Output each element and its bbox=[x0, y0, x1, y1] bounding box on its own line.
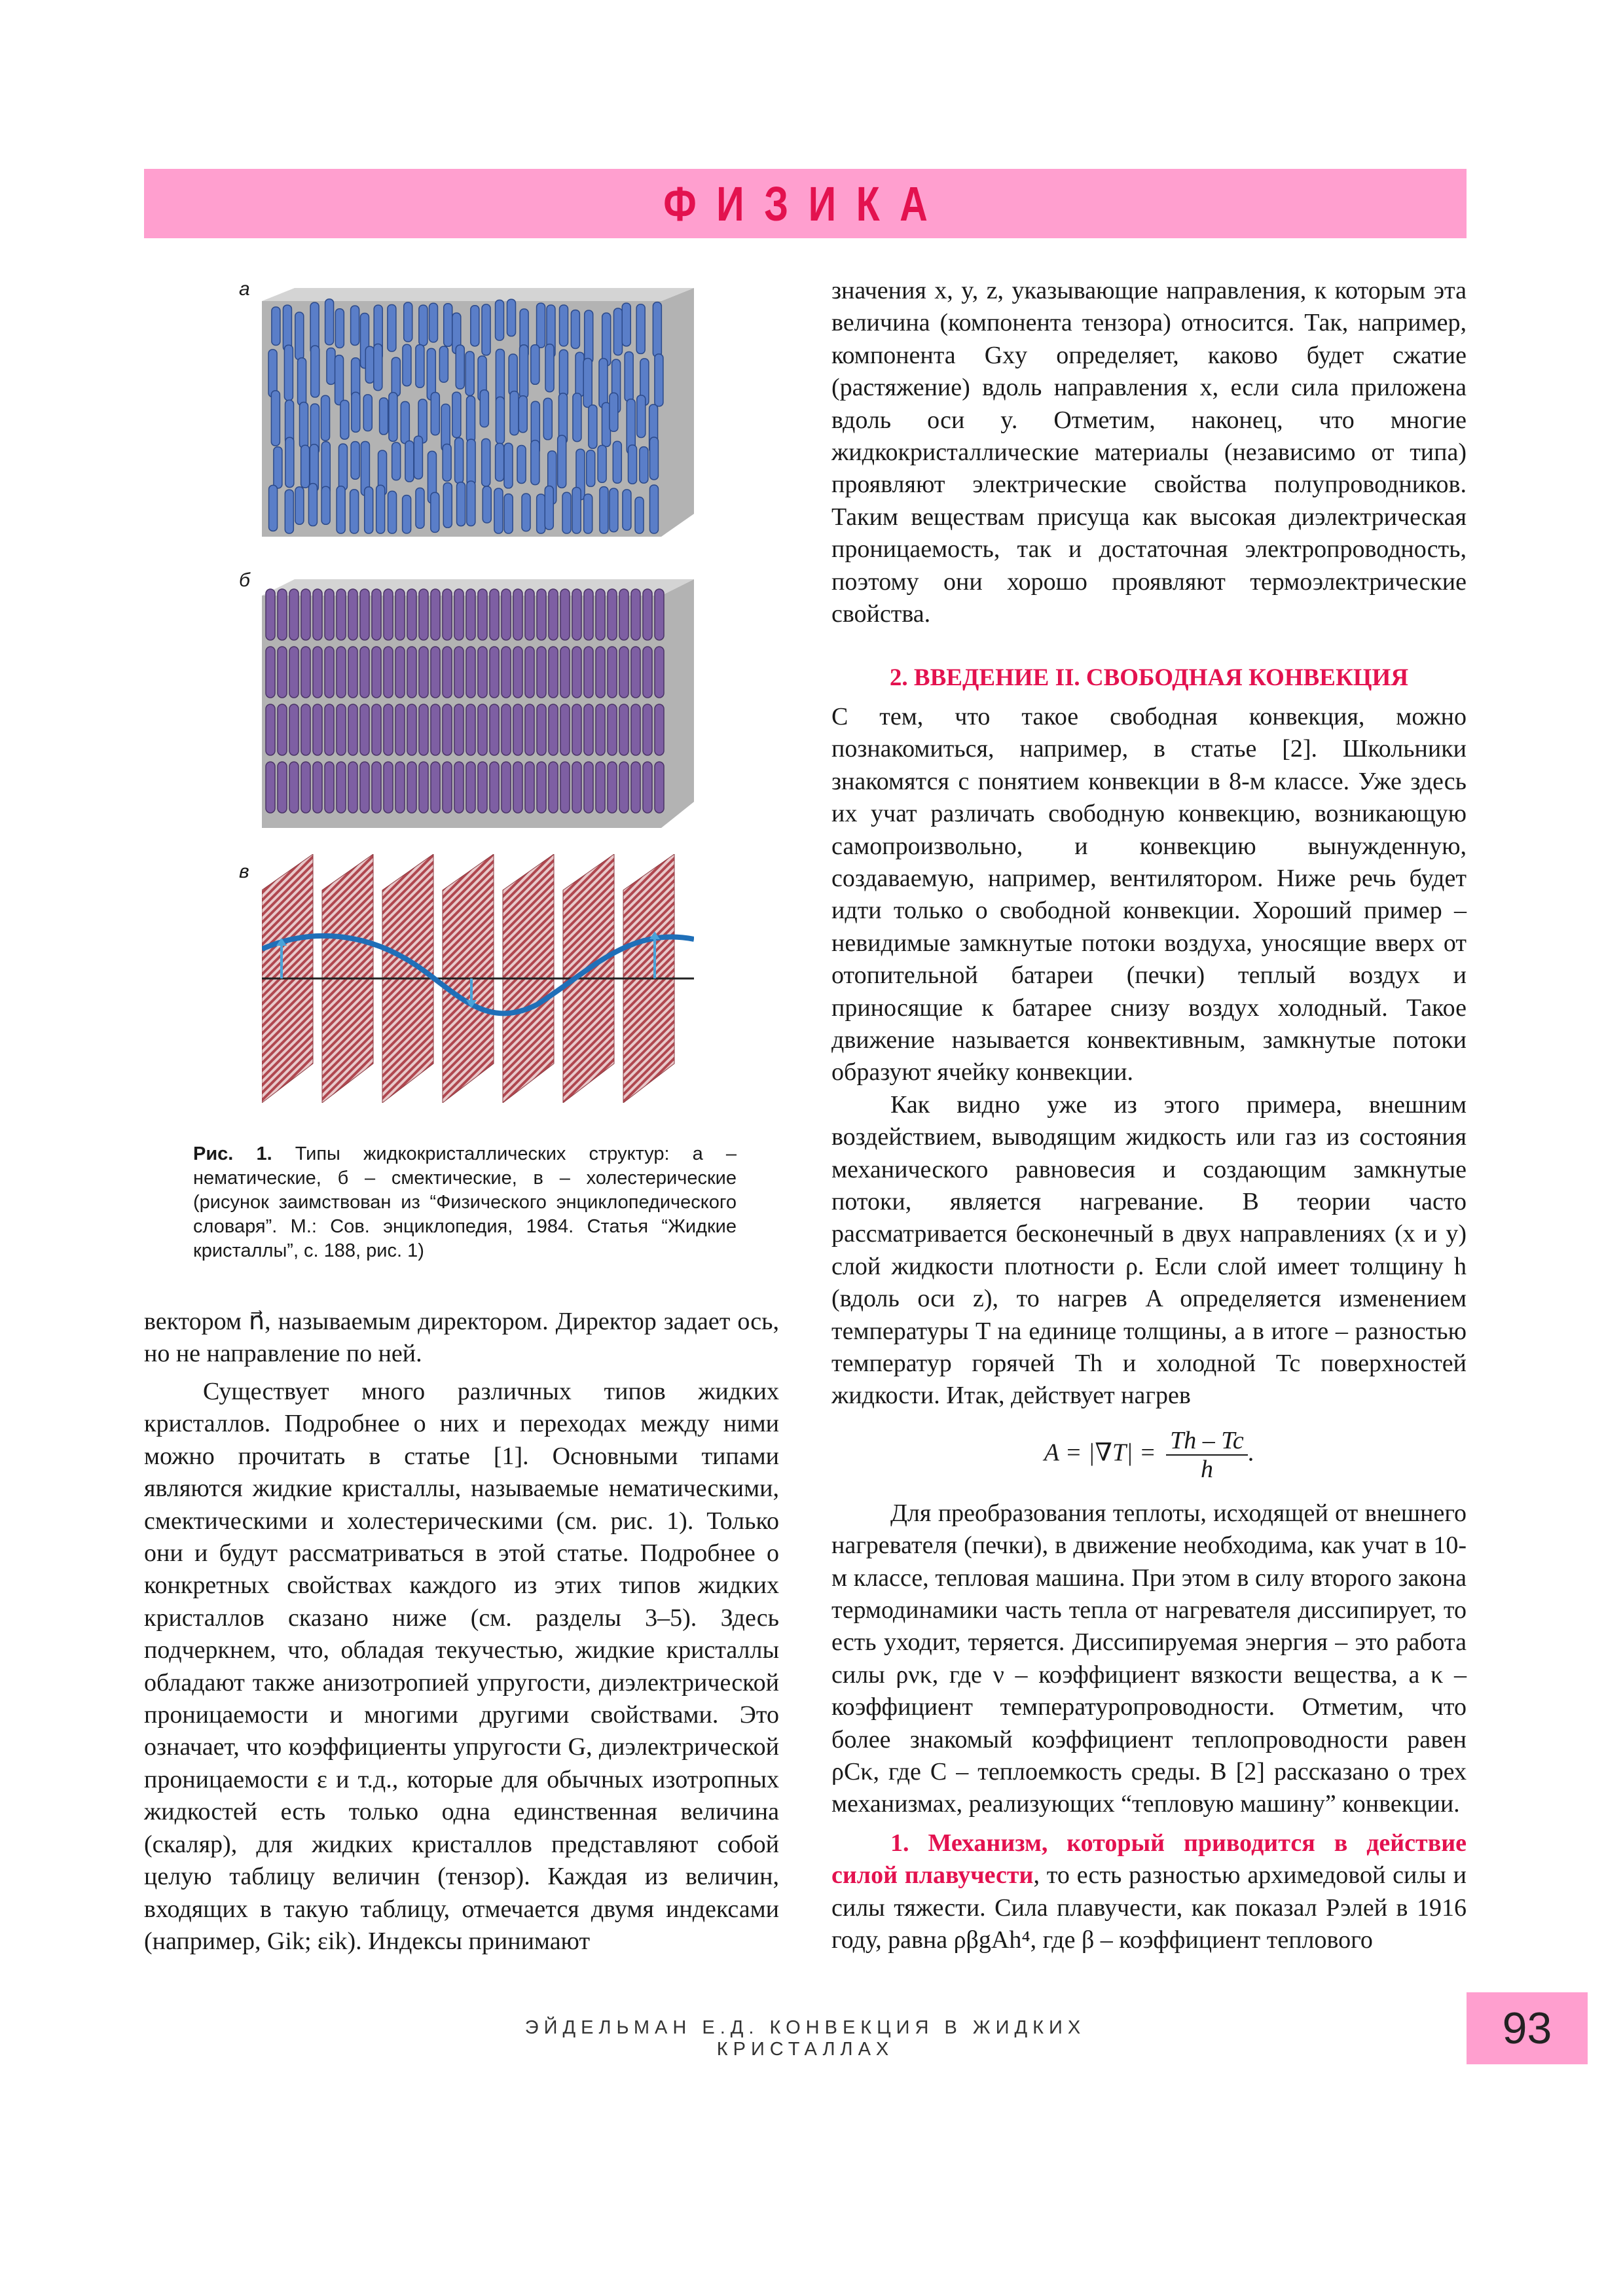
smectic-molecule bbox=[348, 589, 357, 640]
smectic-molecule bbox=[466, 647, 475, 698]
nematic-molecule bbox=[622, 303, 630, 346]
smectic-molecule bbox=[372, 647, 381, 698]
smectic-molecule bbox=[431, 589, 440, 640]
nematic-molecule bbox=[352, 392, 360, 432]
nematic-molecule bbox=[649, 485, 658, 533]
smectic-molecule bbox=[525, 647, 534, 698]
smectic-molecule bbox=[501, 589, 511, 640]
smectic-molecule bbox=[313, 589, 322, 640]
smectic-molecule bbox=[572, 647, 581, 698]
nematic-molecule bbox=[419, 305, 428, 346]
smectic-molecule bbox=[655, 589, 664, 640]
smectic-molecule bbox=[490, 647, 499, 698]
nematic-molecule bbox=[562, 492, 571, 533]
smectic-molecule bbox=[360, 589, 369, 640]
right-paragraph-4: Для преобразования теплоты, исходящей от внешнего нагревателя (печки), в движение необходима, как учат в 10-м классе, тепловая машина. При этом в силу второго закона термодинамики часть тепла от нагревателя диссипирует, то есть уходит, теряется. Диссипируемая энергия – это работа силы ρνκ, где ν – коэффициент вязкости вещества, а κ – коэффициент температуропроводности. Отметим, что более знакомый коэффициент теплопроводности равен ρCκ, где C – теплоемкость среды. В [2] рассказано о трех механизмах, реализующих “тепловую машину” конвекции. bbox=[831, 1499, 1467, 1818]
nematic-molecule bbox=[510, 391, 519, 435]
nematic-molecule bbox=[283, 305, 291, 351]
smectic-molecule bbox=[301, 589, 310, 640]
smectic-molecule bbox=[584, 762, 593, 813]
section-title: ФИЗИКА bbox=[663, 176, 947, 231]
smectic-molecule bbox=[608, 704, 617, 755]
smectic-molecule bbox=[289, 762, 299, 813]
formula-end: . bbox=[1247, 1439, 1254, 1467]
section-heading: 2. ВВЕДЕНИЕ II. СВОБОДНАЯ КОНВЕКЦИЯ bbox=[889, 664, 1409, 692]
left-paragraph-2: Существует много различных типов жидких кристаллов. Подробнее о них и переходах между ними можно прочитать в статье [1]. Основными типами являются жидкие кристаллы, называемые нематическими, смектическими и холестерическими (см. рис. 1). Только они и будут рассматриваться в этой статье. Подробнее о конкретных свойствах каждого из этих типов жидких кристаллов сказано ниже (см. разделы 3–5). Здесь подчеркнем, что, обладая текучестью, жидкие кристаллы обладают также анизотропией упругости, диэлектрической проницаемости и многими другими свойствами. Это означает, что коэффициенты упругости G, диэлектрической проницаемости ε и т.д., которые для обычных изотропных жидкостей есть только одна единственная величина (скаляр), для жидких кристаллов представляют собой целую таблицу величин (тензор). Каждая из величин, входящих в такую таблицу, отмечается двумя индексами (например, Gik; εik). Индексы принимают bbox=[144, 1378, 779, 1955]
smectic-molecule bbox=[289, 704, 299, 755]
smectic-molecule bbox=[478, 647, 487, 698]
nematic-molecule bbox=[573, 393, 581, 442]
nematic-molecule bbox=[444, 304, 452, 347]
left-column bbox=[144, 1376, 779, 1958]
smectic-molecule bbox=[655, 762, 664, 813]
smectic-molecule bbox=[337, 704, 346, 755]
smectic-molecule bbox=[560, 762, 570, 813]
smectic-molecule bbox=[619, 589, 629, 640]
smectic-molecule bbox=[407, 589, 416, 640]
nematic-molecule bbox=[482, 439, 490, 486]
nematic-molecule bbox=[545, 486, 553, 530]
nematic-molecule bbox=[587, 450, 595, 487]
section-banner bbox=[144, 169, 1467, 238]
nematic-molecule bbox=[496, 443, 504, 481]
nematic-molecule bbox=[327, 348, 335, 385]
nematic-molecule bbox=[496, 300, 504, 340]
nematic-molecule bbox=[628, 445, 636, 484]
smectic-molecule bbox=[525, 762, 534, 813]
nematic-molecule bbox=[531, 440, 539, 485]
figure-label-a: а bbox=[239, 278, 250, 300]
right-paragraph-5-text: , то есть разностью архимедовой силы и силы тяжести. Сила плавучести, как показал Рэлей в 1916 году, равна ρβgAh⁴, где β – коэффициент теплового bbox=[831, 1861, 1467, 1954]
smectic-molecule bbox=[301, 647, 310, 698]
smectic-molecule bbox=[395, 589, 405, 640]
nematic-molecule bbox=[560, 305, 568, 346]
figure-label-b: б bbox=[239, 569, 250, 591]
formula-fraction bbox=[1166, 1427, 1248, 1483]
smectic-molecule bbox=[325, 647, 334, 698]
smectic-molecule bbox=[584, 704, 593, 755]
smectic-molecule bbox=[443, 647, 452, 698]
smectic-molecule bbox=[596, 647, 605, 698]
nematic-molecule bbox=[321, 395, 330, 440]
smectic-molecule bbox=[501, 647, 511, 698]
smectic-molecule bbox=[619, 704, 629, 755]
smectic-molecule bbox=[278, 762, 287, 813]
nematic-molecule bbox=[351, 442, 359, 480]
formula-numerator: Th – Tc bbox=[1166, 1427, 1248, 1456]
smectic-molecule bbox=[608, 762, 617, 813]
nematic-molecule bbox=[509, 354, 517, 395]
smectic-molecule bbox=[419, 647, 428, 698]
smectic-molecule bbox=[631, 647, 640, 698]
running-title: ЭЙДЕЛЬМАН Е.Д. КОНВЕКЦИЯ В ЖИДКИХ КРИСТАЛЛАХ bbox=[524, 2017, 1086, 2060]
smectic-molecule bbox=[537, 589, 546, 640]
smectic-molecule bbox=[454, 704, 464, 755]
smectic-molecule bbox=[443, 762, 452, 813]
smectic-molecule bbox=[372, 762, 381, 813]
nematic-molecule bbox=[403, 344, 411, 386]
smectic-molecule bbox=[266, 704, 275, 755]
nematic-molecule bbox=[404, 302, 412, 342]
nematic-molecule bbox=[522, 493, 530, 531]
nematic-molecule bbox=[494, 488, 503, 533]
formula-denominator: h bbox=[1200, 1455, 1213, 1483]
smectic-molecule bbox=[466, 589, 475, 640]
nematic-molecule bbox=[431, 392, 439, 435]
smectic-molecule bbox=[490, 704, 499, 755]
smectic-molecule bbox=[549, 647, 558, 698]
smectic-structure-illustration bbox=[262, 579, 694, 828]
nematic-molecule bbox=[583, 358, 592, 407]
figure-caption bbox=[193, 1142, 737, 1263]
right-paragraph-1: значения x, y, z, указывающие направления, к которым эта величина (компонента тензора) относится. Так, например, компонента Gxy определяет, каково будет сжатие (растяжение) вдоль направления x, если сила приложена вдоль оси y. Отметим, наконец, что многие жидкокристаллические материалы (независимо от типа) проявляют электрические свойства полупроводников. Таким веществам присуща как высокая диэлектрическая проницаемость, так и достаточная электропроводность, поэтому они хорошо проявляют термоэлектрические свойства. bbox=[831, 277, 1467, 628]
smectic-molecule bbox=[572, 589, 581, 640]
nematic-molecule bbox=[519, 396, 527, 433]
smectic-molecule bbox=[478, 762, 487, 813]
nematic-molecule bbox=[649, 437, 658, 480]
smectic-molecule bbox=[490, 762, 499, 813]
nematic-molecule bbox=[285, 490, 293, 533]
nematic-molecule bbox=[431, 492, 439, 532]
nematic-molecule bbox=[416, 488, 424, 528]
smectic-molecule bbox=[619, 762, 629, 813]
nematic-molecule bbox=[584, 494, 593, 533]
nematic-molecule bbox=[613, 441, 621, 483]
nematic-molecule bbox=[335, 309, 344, 348]
nematic-molecule bbox=[589, 405, 597, 448]
smectic-molecule bbox=[537, 762, 546, 813]
smectic-molecule bbox=[619, 647, 629, 698]
smectic-molecule bbox=[560, 647, 570, 698]
nematic-molecule bbox=[392, 442, 401, 480]
nematic-molecule bbox=[298, 358, 306, 406]
smectic-molecule bbox=[407, 704, 416, 755]
figure-caption-text: Типы жидкокристаллических структур: а – нематические, б – смектические, в – холестерические (рисунок заимствован из “Физического энциклопедического словаря”. М.: Сов. энциклопедия, 1984. Статья “Жидкие кристаллы”, с. 188, рис. 1) bbox=[193, 1143, 737, 1261]
smectic-molecule bbox=[643, 704, 652, 755]
smectic-molecule bbox=[313, 647, 322, 698]
smectic-molecule bbox=[572, 762, 581, 813]
smectic-molecule bbox=[454, 589, 464, 640]
nematic-molecule bbox=[575, 352, 584, 397]
smectic-molecule bbox=[596, 589, 605, 640]
nematic-molecule bbox=[467, 439, 475, 486]
nematic-molecule bbox=[274, 447, 282, 488]
smectic-molecule bbox=[501, 762, 511, 813]
left-column-top bbox=[144, 1306, 779, 1371]
nematic-molecule bbox=[613, 308, 622, 355]
nematic-molecule bbox=[401, 401, 409, 443]
smectic-molecule bbox=[454, 647, 464, 698]
nematic-molecule bbox=[285, 437, 294, 487]
nematic-molecule bbox=[558, 435, 566, 488]
nematic-molecule bbox=[405, 441, 414, 482]
nematic-molecule bbox=[376, 485, 385, 533]
nematic-molecule bbox=[295, 312, 304, 360]
nematic-molecule bbox=[610, 393, 618, 431]
smectic-molecule bbox=[572, 704, 581, 755]
nematic-molecule bbox=[351, 306, 359, 345]
smectic-molecule bbox=[348, 762, 357, 813]
smectic-molecule bbox=[301, 704, 310, 755]
smectic-molecule bbox=[348, 647, 357, 698]
nematic-molecule bbox=[640, 447, 648, 483]
right-paragraph-2: С тем, что такое свободная конвекция, можно познакомиться, например, в статье [2]. Школьники знакомятся с понятием конвекции в 8-м классе. Уже здесь их учат различать свободную конвекцию, возникающую самопроизвольно, и конвекцию вынужденную, создаваемую, например, вентилятором. Ниже речь будет идти только о свободной конвекции. Хороший пример – невидимые замкнутые потоки воздуха, уносящие вверх от отопительной батареи (печки) теплый воздух и приносящие к батарее снизу воздух холодный. Такое движение называется конвективным, замкнутые потоки образуют ячейку конвекции. bbox=[831, 702, 1467, 1086]
nematic-molecule bbox=[537, 303, 545, 348]
smectic-molecule bbox=[549, 762, 558, 813]
nematic-molecule bbox=[507, 299, 516, 336]
left-paragraph-1: вектором n⃗, называемым директором. Директор задает ось, но не направление по ней. bbox=[144, 1308, 779, 1368]
smectic-molecule bbox=[325, 762, 334, 813]
smectic-molecule bbox=[560, 589, 570, 640]
smectic-molecule bbox=[466, 704, 475, 755]
nematic-molecule bbox=[392, 357, 400, 396]
smectic-molecule bbox=[384, 704, 393, 755]
nematic-molecule bbox=[531, 345, 539, 385]
smectic-molecule bbox=[655, 704, 664, 755]
smectic-molecule bbox=[584, 647, 593, 698]
nematic-molecule bbox=[636, 304, 645, 354]
nematic-molecule bbox=[457, 482, 465, 526]
nematic-molecule bbox=[388, 304, 396, 351]
nematic-molecule bbox=[403, 495, 411, 533]
smectic-molecule bbox=[466, 762, 475, 813]
smectic-molecule bbox=[266, 647, 275, 698]
smectic-molecule bbox=[301, 762, 310, 813]
nematic-molecule bbox=[467, 481, 475, 526]
nematic-molecule bbox=[571, 310, 579, 349]
nematic-molecule bbox=[545, 344, 554, 392]
smectic-molecule bbox=[478, 589, 487, 640]
smectic-molecule bbox=[372, 589, 381, 640]
nematic-molecule bbox=[389, 393, 397, 442]
nematic-molecule bbox=[520, 345, 528, 398]
smectic-molecule bbox=[278, 589, 287, 640]
nematic-molecule bbox=[537, 494, 545, 533]
smectic-molecule bbox=[337, 647, 346, 698]
smectic-molecule bbox=[643, 762, 652, 813]
smectic-molecule bbox=[454, 762, 464, 813]
smectic-molecule bbox=[549, 704, 558, 755]
smectic-molecule bbox=[325, 704, 334, 755]
smectic-molecule bbox=[549, 589, 558, 640]
smectic-molecule bbox=[513, 589, 522, 640]
nematic-molecule bbox=[388, 491, 397, 533]
smectic-molecule bbox=[596, 762, 605, 813]
smectic-molecule bbox=[337, 762, 346, 813]
smectic-molecule bbox=[407, 647, 416, 698]
nematic-molecule bbox=[455, 438, 464, 483]
smectic-molecule bbox=[384, 762, 393, 813]
smectic-molecule bbox=[266, 589, 275, 640]
nematic-molecule bbox=[504, 494, 513, 533]
smectic-molecule bbox=[478, 704, 487, 755]
smectic-molecule bbox=[289, 589, 299, 640]
smectic-molecule bbox=[631, 762, 640, 813]
smectic-molecule bbox=[431, 762, 440, 813]
nematic-molecule bbox=[465, 351, 474, 395]
smectic-molecule bbox=[348, 704, 357, 755]
smectic-molecule bbox=[360, 704, 369, 755]
figure-label-v: в bbox=[239, 861, 249, 882]
nematic-molecule bbox=[350, 490, 359, 533]
smectic-molecule bbox=[313, 762, 322, 813]
nematic-molecule bbox=[340, 400, 349, 439]
smectic-molecule bbox=[443, 704, 452, 755]
nematic-molecule bbox=[543, 398, 552, 439]
nematic-molecule bbox=[598, 445, 606, 482]
nematic-molecule bbox=[363, 395, 372, 431]
nematic-molecule bbox=[335, 355, 344, 405]
smectic-molecule bbox=[278, 647, 287, 698]
nematic-molecule bbox=[496, 397, 504, 444]
nematic-molecule bbox=[311, 346, 319, 397]
nematic-molecule bbox=[300, 403, 308, 448]
nematic-structure-illustration bbox=[262, 288, 694, 537]
heating-formula bbox=[831, 1427, 1467, 1483]
smectic-molecule bbox=[560, 704, 570, 755]
nematic-molecule bbox=[585, 310, 593, 363]
nematic-molecule bbox=[625, 351, 633, 401]
smectic-molecule bbox=[431, 647, 440, 698]
nematic-molecule bbox=[635, 497, 644, 533]
smectic-molecule bbox=[643, 589, 652, 640]
smectic-molecule bbox=[419, 704, 428, 755]
nematic-molecule bbox=[637, 395, 646, 438]
nematic-molecule bbox=[374, 344, 382, 391]
smectic-molecule bbox=[395, 647, 405, 698]
smectic-molecule bbox=[289, 647, 299, 698]
nematic-molecule bbox=[653, 302, 661, 357]
smectic-molecule bbox=[384, 589, 393, 640]
nematic-molecule bbox=[467, 396, 475, 442]
nematic-molecule bbox=[268, 350, 277, 397]
nematic-molecule bbox=[284, 345, 293, 401]
smectic-molecule bbox=[513, 762, 522, 813]
nematic-molecule bbox=[295, 487, 304, 524]
nematic-molecule bbox=[482, 304, 490, 355]
smectic-molecule bbox=[537, 704, 546, 755]
nematic-molecule bbox=[365, 346, 374, 383]
smectic-molecule bbox=[313, 704, 322, 755]
page-number: 93 bbox=[1467, 1992, 1588, 2064]
nematic-molecule bbox=[452, 392, 461, 438]
nematic-molecule bbox=[600, 487, 608, 533]
smectic-molecule bbox=[655, 647, 664, 698]
smectic-molecule bbox=[372, 704, 381, 755]
nematic-molecule bbox=[414, 436, 422, 479]
right-column bbox=[831, 275, 1467, 1957]
smectic-molecule bbox=[537, 647, 546, 698]
smectic-molecule bbox=[631, 589, 640, 640]
nematic-molecule bbox=[429, 303, 437, 342]
smectic-molecule bbox=[513, 647, 522, 698]
smectic-molecule bbox=[631, 704, 640, 755]
smectic-molecule bbox=[501, 704, 511, 755]
cholesteric-structure-illustration bbox=[262, 854, 694, 1103]
smectic-molecule bbox=[278, 704, 287, 755]
nematic-molecule bbox=[471, 306, 479, 346]
nematic-molecule bbox=[517, 445, 526, 483]
smectic-molecule bbox=[266, 762, 275, 813]
box-top bbox=[262, 288, 694, 301]
mechanism-1-heading: 1. Механизм, который приводится в действие силой плавучести bbox=[831, 1829, 1467, 1890]
smectic-molecule bbox=[525, 704, 534, 755]
nematic-molecule bbox=[602, 313, 611, 366]
nematic-molecule bbox=[443, 483, 452, 528]
smectic-molecule bbox=[419, 762, 428, 813]
smectic-molecule bbox=[419, 589, 428, 640]
nematic-molecule bbox=[365, 487, 373, 533]
right-paragraph-3: Как видно уже из этого примера, внешним воздействием, выводящим жидкость или газ из состояния механического равновесия и создающим замкнутые потоки, является нагревание. В теории часто рассматривается бесконечный в двух направлениях (x и y) слой жидкости плотности ρ. Если слой имеет толщину h (вдоль оси z), то нагрев A определяется изменением температуры T на единице толщины, а в итоге – разностью температур горячей Th и холодной Tc поверхностей жидкости. Итак, действует нагрев bbox=[831, 1090, 1467, 1410]
smectic-molecule bbox=[490, 589, 499, 640]
nematic-molecule bbox=[456, 345, 464, 389]
nematic-molecule bbox=[325, 299, 334, 345]
nematic-molecule bbox=[271, 391, 280, 446]
nematic-molecule bbox=[301, 445, 310, 488]
nematic-molecule bbox=[443, 444, 451, 482]
nematic-molecule bbox=[308, 484, 317, 526]
nematic-molecule bbox=[269, 485, 278, 531]
nematic-molecule bbox=[559, 350, 568, 396]
nematic-molecule bbox=[496, 349, 504, 403]
nematic-molecule bbox=[599, 359, 608, 408]
nematic-molecule bbox=[439, 346, 448, 382]
nematic-molecule bbox=[321, 486, 330, 524]
nematic-molecule bbox=[610, 488, 618, 531]
smectic-molecule bbox=[360, 647, 369, 698]
smectic-molecule bbox=[525, 589, 534, 640]
right-paragraph-5 bbox=[831, 1827, 1467, 1957]
nematic-molecule bbox=[416, 345, 424, 388]
smectic-molecule bbox=[584, 589, 593, 640]
smectic-molecule bbox=[325, 589, 334, 640]
smectic-molecule bbox=[596, 704, 605, 755]
formula-lhs: A = |∇T| = bbox=[1044, 1439, 1156, 1467]
nematic-molecule bbox=[572, 488, 581, 533]
nematic-molecule bbox=[623, 490, 631, 530]
nematic-molecule bbox=[655, 354, 663, 406]
figure-caption-label: Рис. 1. bbox=[193, 1143, 272, 1164]
smectic-molecule bbox=[384, 647, 393, 698]
smectic-molecule bbox=[608, 589, 617, 640]
smectic-molecule bbox=[395, 762, 405, 813]
nematic-molecule bbox=[480, 390, 488, 427]
smectic-molecule bbox=[608, 647, 617, 698]
nematic-molecule bbox=[483, 486, 491, 523]
smectic-molecule bbox=[431, 704, 440, 755]
nematic-molecule bbox=[272, 307, 280, 345]
smectic-molecule bbox=[407, 762, 416, 813]
smectic-molecule bbox=[443, 589, 452, 640]
nematic-molecule bbox=[337, 486, 345, 533]
smectic-molecule bbox=[513, 704, 522, 755]
smectic-molecule bbox=[360, 762, 369, 813]
nematic-molecule bbox=[504, 443, 513, 488]
nematic-molecule bbox=[380, 398, 388, 435]
smectic-molecule bbox=[337, 589, 346, 640]
smectic-molecule bbox=[643, 647, 652, 698]
smectic-molecule bbox=[395, 704, 405, 755]
nematic-molecule bbox=[338, 444, 347, 490]
